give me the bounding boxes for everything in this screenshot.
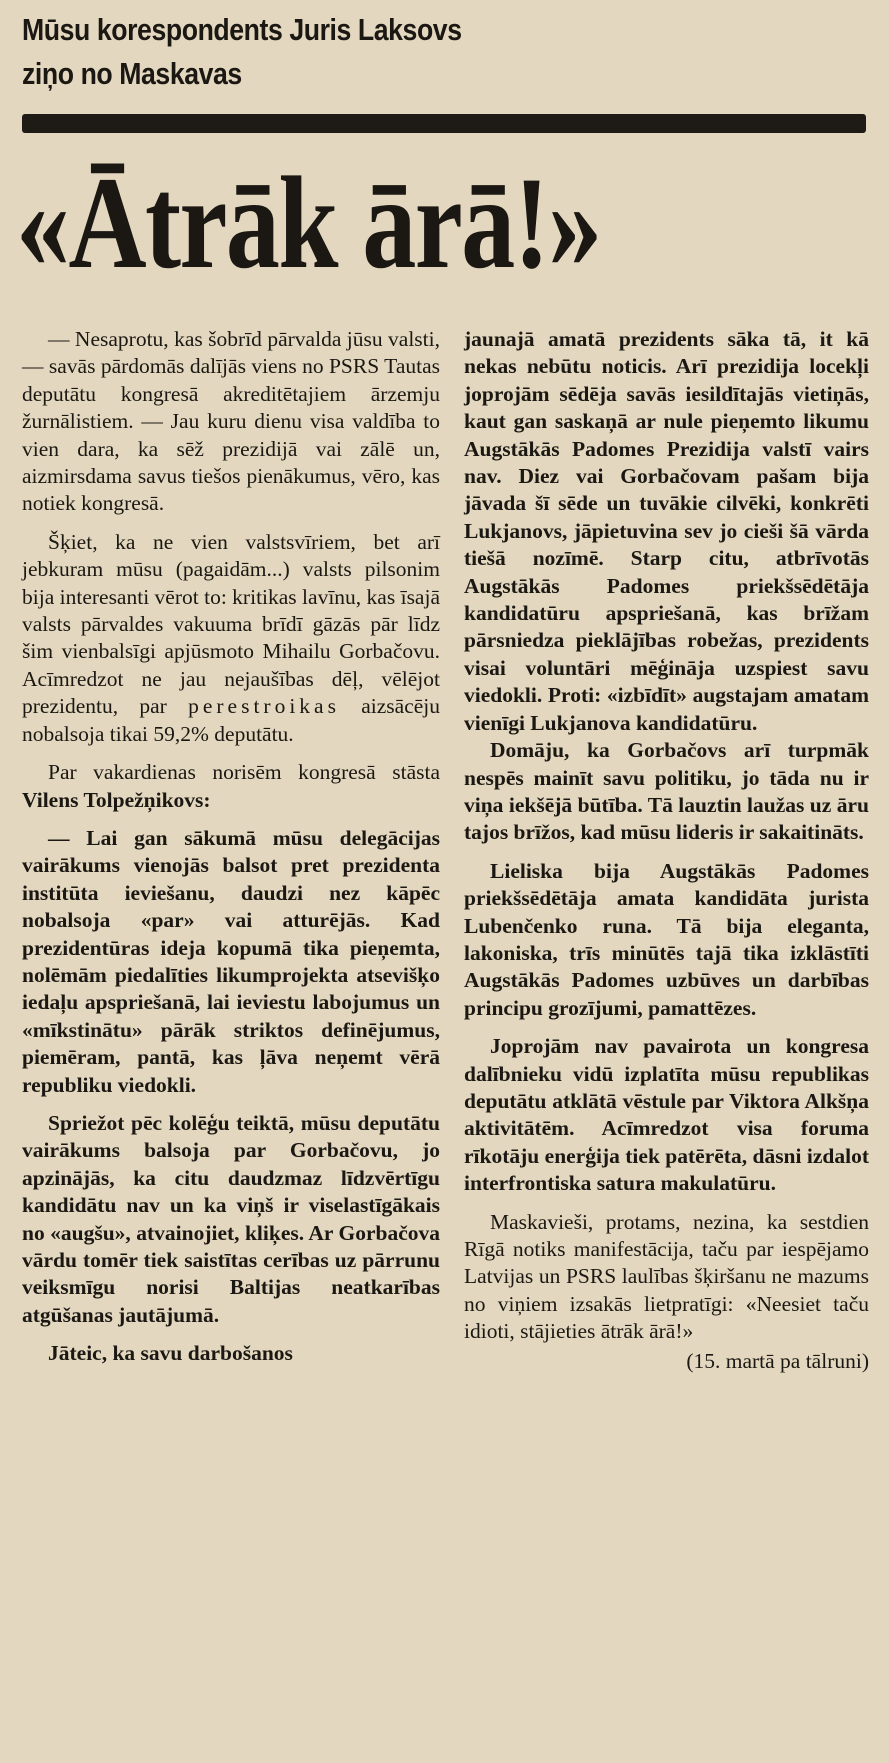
speaker-name: Vilens Tolpežņikovs: [22, 787, 211, 812]
paragraph: — Nesaprotu, kas šobrīd pārvalda jūsu valsti, — savās pārdomās dalījās viens no PSRS Tautas deputātu kongresā akreditētajiem ārzemju žurnālistiem. — Jau kuru dienu visa valdība to vien dara, ka sēž prezidijā vai zālē un, aizmirsdama savus tiešos pienākumus, vēro, kas notiek kongresā. [22, 327, 440, 516]
paragraph: Domāju, ka Gorbačovs arī turpmāk nespēs mainīt savu politiku, jo tāda nu ir viņa iekšējā būtība. Tā lauztin laužas uz āru tajos brīžos, kad mūsu lideris ir sakaitināts. [464, 738, 869, 845]
paragraph: Lieliska bija Augstākās Padomes priekšsēdētāja amata kandidāta jurista Lubenčenko runa. Tā bija eleganta, lakoniska, trīs minūtēs tajā tika izklāstīti Augstākās Padomes uzbūves un darbības principu grozījumi, pamattēzes. [464, 858, 869, 1020]
paragraph: Jāteic, ka savu darbošanos [48, 1341, 293, 1366]
paragraph: Spriežot pēc kolēģu teiktā, mūsu deputātu vairākums balsoja par Gorbačovu, jo apzinājās, ka citu daudzmaz līdzvērtīgu kandidātu nav un ka viņš ir viselastīgākais no «augšu», atvainojiet, kliķes. Ar Gorbačova vārdu tomēr tiek saistītas cerības uz pārrunu veiksmīgu norisi Baltijas neatkarības atgūšanas jautājumā. [22, 1110, 440, 1327]
kicker-line-2: ziņo no Maskavas [22, 56, 242, 91]
paragraph [22, 529, 440, 748]
heavy-rule-divider [22, 114, 866, 133]
paragraph-text: Šķiet, ka ne vien valstsvīriem, bet arī jebkuram mūsu (pagaidām...) valsts pilsonim bija interesanti vērot to: kritikas lavīnu, kas īsajā valsts pārvaldes vakuuma brīdī gāzās pār līdz šim vienbalsīgi apjūsmoto Mihailu Gorbačovu. Acīmredzot ne jau nejaušības dēļ, vēlējot prezidentu, par [22, 529, 440, 719]
headline: «Ātrāk ārā!» [16, 149, 601, 296]
paragraph: jaunajā amatā prezidents sāka tā, it kā nekas nebūtu noticis. Arī prezidija locekļi joprojām sēdēja savās iesildītajās vietiņās, kaut gan saskaņā ar nule pieņemto likumu Augstākās Padomes Prezidija valstī vairs nav. Diez vai Gorbačovam pašam bija jāvada šī sēde un tuvākie cilvēki, konkrēti Lukjanovs, jāpietuvina sev jo cieši šā vārda tiešā nozīmē. Starp citu, atbrīvotās Augstākās Padomes priekšsēdētāja kandidatūru apspriešanā, kas brīžam pārsniedza pieklājības robežas, prezidents visai voluntāri mēģināja uzspiest savu viedokli. Proti: «izbīdīt» augstajam amatam vienīgi Lukjanova kandidatūru. [464, 327, 869, 735]
paragraph-text: aizsācēju nobalsoja tikai 59,2% deputātu. [22, 694, 441, 746]
paragraph: Maskavieši, protams, nezina, ka sestdien Rīgā notiks manifestācija, taču par iespējamo Latvijas un PSRS laulības šķiršanu ne mazums no viņiem izsakās lietpratīgi: «Neesiet taču idioti, stājieties ātrāk ārā!» [464, 1209, 869, 1344]
article-column-left [22, 326, 440, 1368]
paragraph [22, 759, 440, 814]
dateline-signoff: (15. martā pa tālruni) [686, 1348, 869, 1373]
byline-kicker [22, 8, 538, 96]
kicker-line-1: Mūsu korespondents Juris Laksovs [22, 12, 462, 47]
article-column-right [464, 326, 869, 1375]
paragraph: — Lai gan sākumā mūsu delegācijas vairākums vienojās balsot pret prezidenta institūta ieviešanu, daudzi nez kāpēc nobalsoja «par» vai atturējās. Kad prezidentūras ideja kopumā tika pieņemta, nolēmām piedalīties likumprojekta atsevišķo iedaļu apspriešanā, lai ieviestu labojumus un «mīkstinātu» pārāk striktos definējumus, piemēram, pantā, kas ļāva neņemt vērā republiku viedokli. [22, 825, 440, 1097]
paragraph: Joprojām nav pavairota un kongresa dalībnieku vidū izplatīta mūsu republikas deputātu atklātā vēstule par Viktora Alkšņa aktivitātēm. Acīmredzot visa foruma rīkotāju enerģija tiek patērēta, dāsni izdalot interfrontiska satura makulatūru. [464, 1034, 869, 1196]
paragraph-text: Par vakardienas norisēm kongresā stāsta [48, 760, 440, 785]
spaced-emphasis: perestroikas [188, 694, 340, 719]
